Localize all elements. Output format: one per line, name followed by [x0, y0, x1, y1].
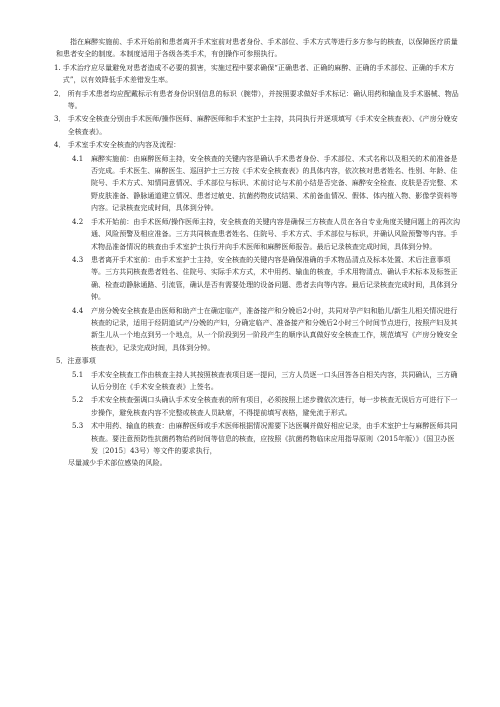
subitem-number: 4.1: [72, 154, 84, 163]
subitem-5-3: [72, 420, 460, 457]
subitem-number: 5.1: [72, 370, 84, 379]
subitem-number: 4.4: [72, 306, 84, 315]
subitem-text: 麻醉实施前：由麻醉医师主持，安全核查的关键内容是确认手术患者身份、手术部位、术式名称以及相关的术前准备是否完成。手术医生、麻醉医生、巡回护士三方按《手术安全核查表》的具体内容，依次核对患者姓名、性别、年龄、住院号、手术方式、知情同意情况、手术部位与标识、术前讨论与术前小结是否完备、麻醉安全检查、皮肤是否完整、术野皮肤准备、静脉通道建立情况、患者过敏史、抗菌药物皮试结果、术前备血情况、假体、体内植入物、影像学资料等内容。记录核查完成时间，具体到分钟。: [91, 154, 458, 213]
subitem-number: 4.3: [72, 255, 84, 264]
document-body: [56, 36, 460, 470]
subitem-text: 术中用药、输血的核查：由麻醉医师或手术医师根据情况需要下达医嘱并做好相应记录，由手术室护士与麻醉医师共同核查。要注意预防性抗菌药物给药时间等信息的核查，应按照《抗菌药物临床应用指导原则（2015年版）》（国卫办医发〔2015〕43号）等文件的要求执行，: [91, 422, 458, 455]
intro-paragraph: 指在麻醉实施前、手术开始前和患者离开手术室前对患者身份、手术部位、手术方式等进行多方参与的核查，以保障医疗质量和患者安全的制度。本制度适用于各级各类手术，有创操作可参照执行。: [56, 38, 458, 59]
list-item-1: [56, 62, 460, 87]
item-number: 2．: [54, 89, 66, 98]
subitem-4-4: [72, 305, 460, 355]
item-text: 手术治疗应尽量避免对患者造成不必要的损害，实施过程中要求确保“正确患者、正确的麻醉、正确的手术部位、正确的手术方式”，以有效降低手术差错发生率。: [62, 63, 455, 85]
item-number: 1.: [54, 63, 61, 72]
subitem-number: 4.2: [72, 217, 84, 226]
subitem-number: 5.3: [72, 422, 84, 431]
closing-line: 尽量减少手术部位感染的风险。: [68, 459, 167, 468]
list-item-2: [56, 88, 460, 113]
list-item-3: [56, 113, 460, 138]
subitem-text: 手术安全核查工作由核查主持人其按照核查表项目逐一提问，三方人员逐一口头回答各自相关内容，共同确认，三方确认后分别在《手术安全核查表》上签名。: [91, 370, 458, 391]
subitem-4-1: [72, 153, 460, 215]
subitem-4-2: [72, 216, 460, 253]
subitem-text: 产房分娩安全核查是由医师和助产士在确定临产，准备接产和分娩后2小时，共同对孕产妇和胎儿/新生儿相关情况进行核查的记录，适用于经阴道试产/分娩的产妇，分确定临产、准备接产和分娩后2小时三个时间节点进行，按照产妇及其新生儿从一个地点到另一个地点，从一个阶段到另一阶段产生的顺序认真做好安全核查工作，规范填写《产房分娩安全核查表》，记录完成时间，具体到分钟。: [91, 306, 458, 352]
item-text: 手术安全核查分别由手术医师/操作医师、麻醉医师和手术室护士主持，共同执行并逐项填写《手术安全核查表》、《产房分娩安全核查表》。: [67, 115, 458, 136]
subitem-4-3: [72, 254, 460, 304]
subitem-text: 手术开始前：由手术医师/操作医师主持，安全核查的关键内容是确保三方核查人员在各自专业角度关键问题上的再次沟通、风险预警及相应准备。三方共同核查患者姓名、住院号、手术方式、手术部位与标识，并确认风险预警等内容。手术物品准备情况的核查由手术室护士执行并向手术医师和麻醉医师报告。最后记录核查完成时间，具体到分钟。: [91, 217, 461, 251]
subitem-text: 手术安全核查强调口头确认手术安全核查表的所有项目，必须按照上述步骤依次进行，每一步核查无误后方可进行下一步操作，避免核查内容不完整或核查人员缺席，不得提前填写表格，避免流于形式。: [91, 396, 458, 417]
subitem-text: 患者离开手术室前：由手术室护士主持，安全核查的关键内容是确保准确的手术物品清点及标本处置、术后注意事项等。三方共同核查患者姓名、住院号、实际手术方式，术中用药、输血的核查，手术用物清点、确认手术标本及标签正确、检查动静脉通路、引流管，确认是否有需要处理的设备问题、患者去向等内容。最后记录核查完成时间，具体到分钟。: [91, 255, 458, 302]
subitem-5-2: [72, 394, 460, 419]
item-text: 所有手术患者均应配戴标示有患者身份识别信息的标识（腕带），并按照要求做好手术标记：确认用药和输血及手术器械、物品等。: [67, 89, 459, 111]
item-number: 4．: [54, 141, 66, 150]
item-text: 手术室手术安全核查的内容及流程：: [67, 141, 181, 150]
subitem-number: 5.2: [72, 396, 84, 405]
subitem-5-1: [72, 369, 460, 394]
list-item-4: [56, 139, 460, 151]
section-title-5: 5．注意事项: [56, 357, 96, 366]
item-number: 3．: [54, 115, 66, 124]
